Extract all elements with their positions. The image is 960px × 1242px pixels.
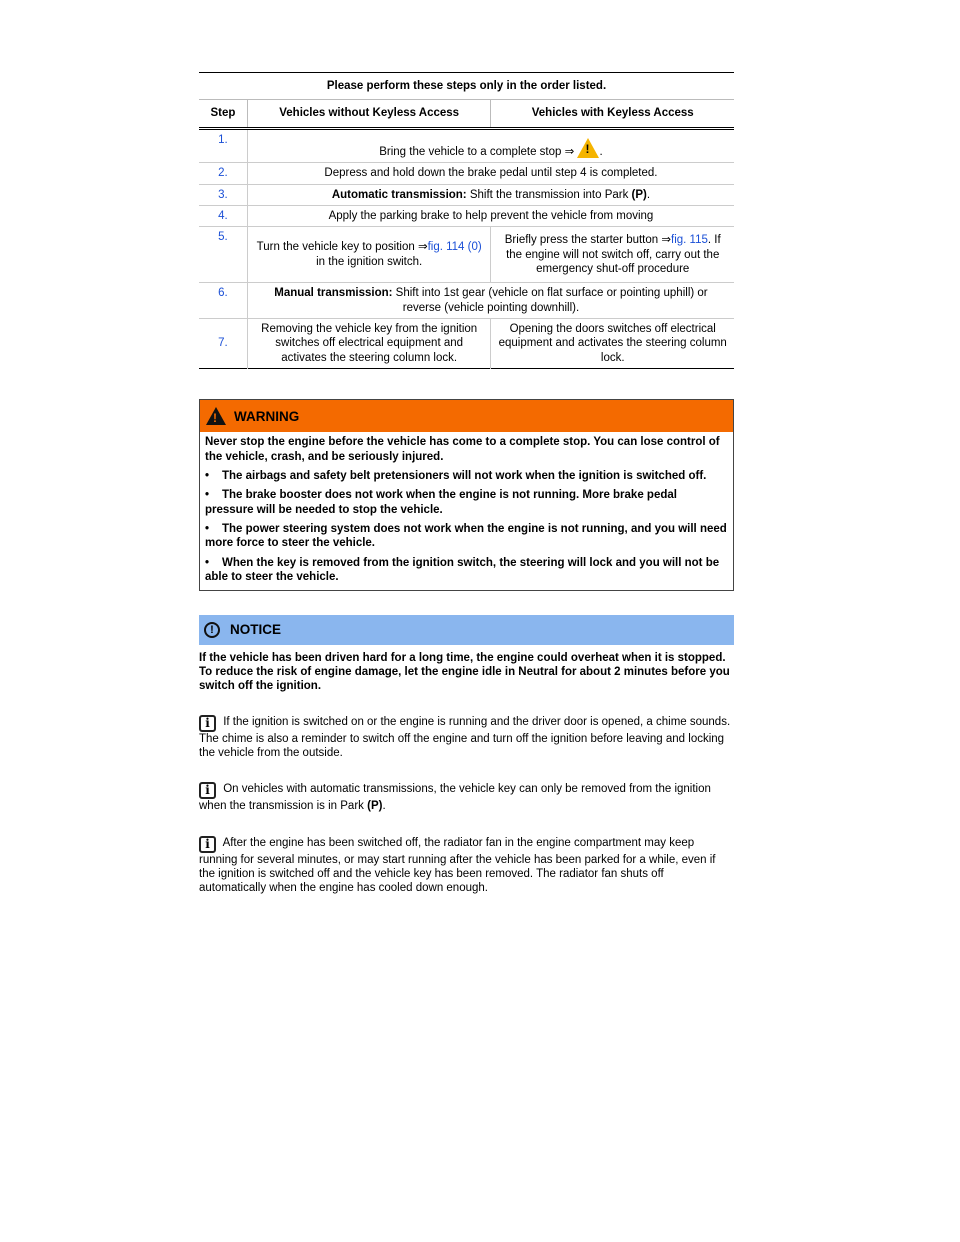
notice-icon: !: [204, 622, 220, 638]
table-row: [199, 227, 734, 283]
step-text-with-keyless: Briefly press the starter button ⇒fig. 115. If the engine will not switch off, carry out the emergency shut-off procedure: [491, 227, 734, 283]
warning-bullet: • When the key is removed from the ignition switch, the steering will lock and you will not be able to steer the vehicle.: [205, 556, 728, 585]
fig-115-link[interactable]: fig. 115: [671, 234, 708, 247]
steps-table: [199, 72, 734, 369]
table-row: [199, 205, 734, 226]
warning-bullet: • The brake booster does not work when the engine is not running. More brake pedal pressure will be needed to stop the vehicle.: [205, 488, 728, 517]
warning-bullet: • The power steering system does not work when the engine is not running, and you will need more force to steer the vehicle.: [205, 522, 728, 551]
step-text: Bring the vehicle to a complete stop ⇒ ! .: [247, 128, 734, 162]
table-row: [199, 163, 734, 184]
header-with-keyless: Vehicles with Keyless Access: [491, 100, 734, 128]
info-icon: i: [199, 836, 216, 853]
step-number: 3.: [199, 184, 247, 205]
step-number: 7.: [199, 319, 247, 369]
table-row: [199, 128, 734, 162]
step-number: 4.: [199, 205, 247, 226]
step-number: 5.: [199, 227, 247, 283]
table-caption: Please perform these steps only in the order listed.: [326, 80, 607, 92]
header-step: Step: [199, 100, 247, 128]
info-note: i If the ignition is switched on or the engine is running and the driver door is opened, a chime sounds. The chime is also a reminder to switch off the engine and turn off the ignition before leaving and locking the vehicle from the outside.: [199, 715, 731, 759]
notice-header: [199, 615, 734, 645]
step-text-without-keyless: Turn the vehicle key to position ⇒fig. 114 (0) in the ignition switch.: [247, 227, 491, 283]
table-row: [199, 319, 734, 369]
step-number: 2.: [199, 163, 247, 184]
table-row: [199, 184, 734, 205]
step-text: Manual transmission: Shift into 1st gear (vehicle on flat surface or pointing uphill) or reverse (vehicle pointing downhill).: [247, 283, 734, 319]
warning-header: [200, 400, 733, 432]
warning-icon: [206, 407, 226, 425]
warning-intro: Never stop the engine before the vehicle has come to a complete stop. You can lose control of the vehicle, crash, and be seriously injured.: [205, 436, 720, 463]
warning-bullet: • The airbags and safety belt pretensioners will not work when the ignition is switched off.: [205, 469, 728, 483]
warning-body: [200, 432, 733, 589]
page-content: [199, 72, 734, 896]
warning-box: [199, 399, 734, 590]
notice-text: If the vehicle has been driven hard for a long time, the engine could overheat when it is stopped. To reduce the risk of engine damage, let the engine idle in Neutral for about 2 minutes before you switch off the ignition.: [199, 651, 730, 692]
header-without-keyless: Vehicles without Keyless Access: [247, 100, 491, 128]
info-note: i On vehicles with automatic transmissions, the vehicle key can only be removed from the ignition when the transmission is in Park (P).: [199, 783, 711, 813]
step-text: Apply the parking brake to help prevent the vehicle from moving: [247, 205, 734, 226]
step-text: Depress and hold down the brake pedal until step 4 is completed.: [247, 163, 734, 184]
warning-title: WARNING: [234, 408, 300, 424]
step-text: Automatic transmission: Shift the transmission into Park (P).: [247, 184, 734, 205]
info-note: i After the engine has been switched off, the radiator fan in the engine compartment may keep running for several minutes, or may start running after the vehicle has been parked for a while, even if the ignition is switched off and the vehicle key has been removed. The radiator fan shuts off automatically when the engine has cooled down enough.: [199, 836, 716, 895]
step-number: 6.: [199, 283, 247, 319]
step-text-without-keyless: Removing the vehicle key from the ignition switches off electrical equipment and activates the steering column lock.: [247, 319, 491, 369]
step-text-with-keyless: Opening the doors switches off electrical equipment and activates the steering column lock.: [491, 319, 734, 369]
info-icon: i: [199, 782, 216, 799]
info-icon: i: [199, 715, 216, 732]
table-row: [199, 283, 734, 319]
step-number: 1.: [199, 128, 247, 162]
fig-114-link[interactable]: fig. 114 (0): [427, 241, 482, 254]
notice-title: NOTICE: [230, 622, 282, 637]
warning-triangle-icon[interactable]: [577, 138, 599, 158]
